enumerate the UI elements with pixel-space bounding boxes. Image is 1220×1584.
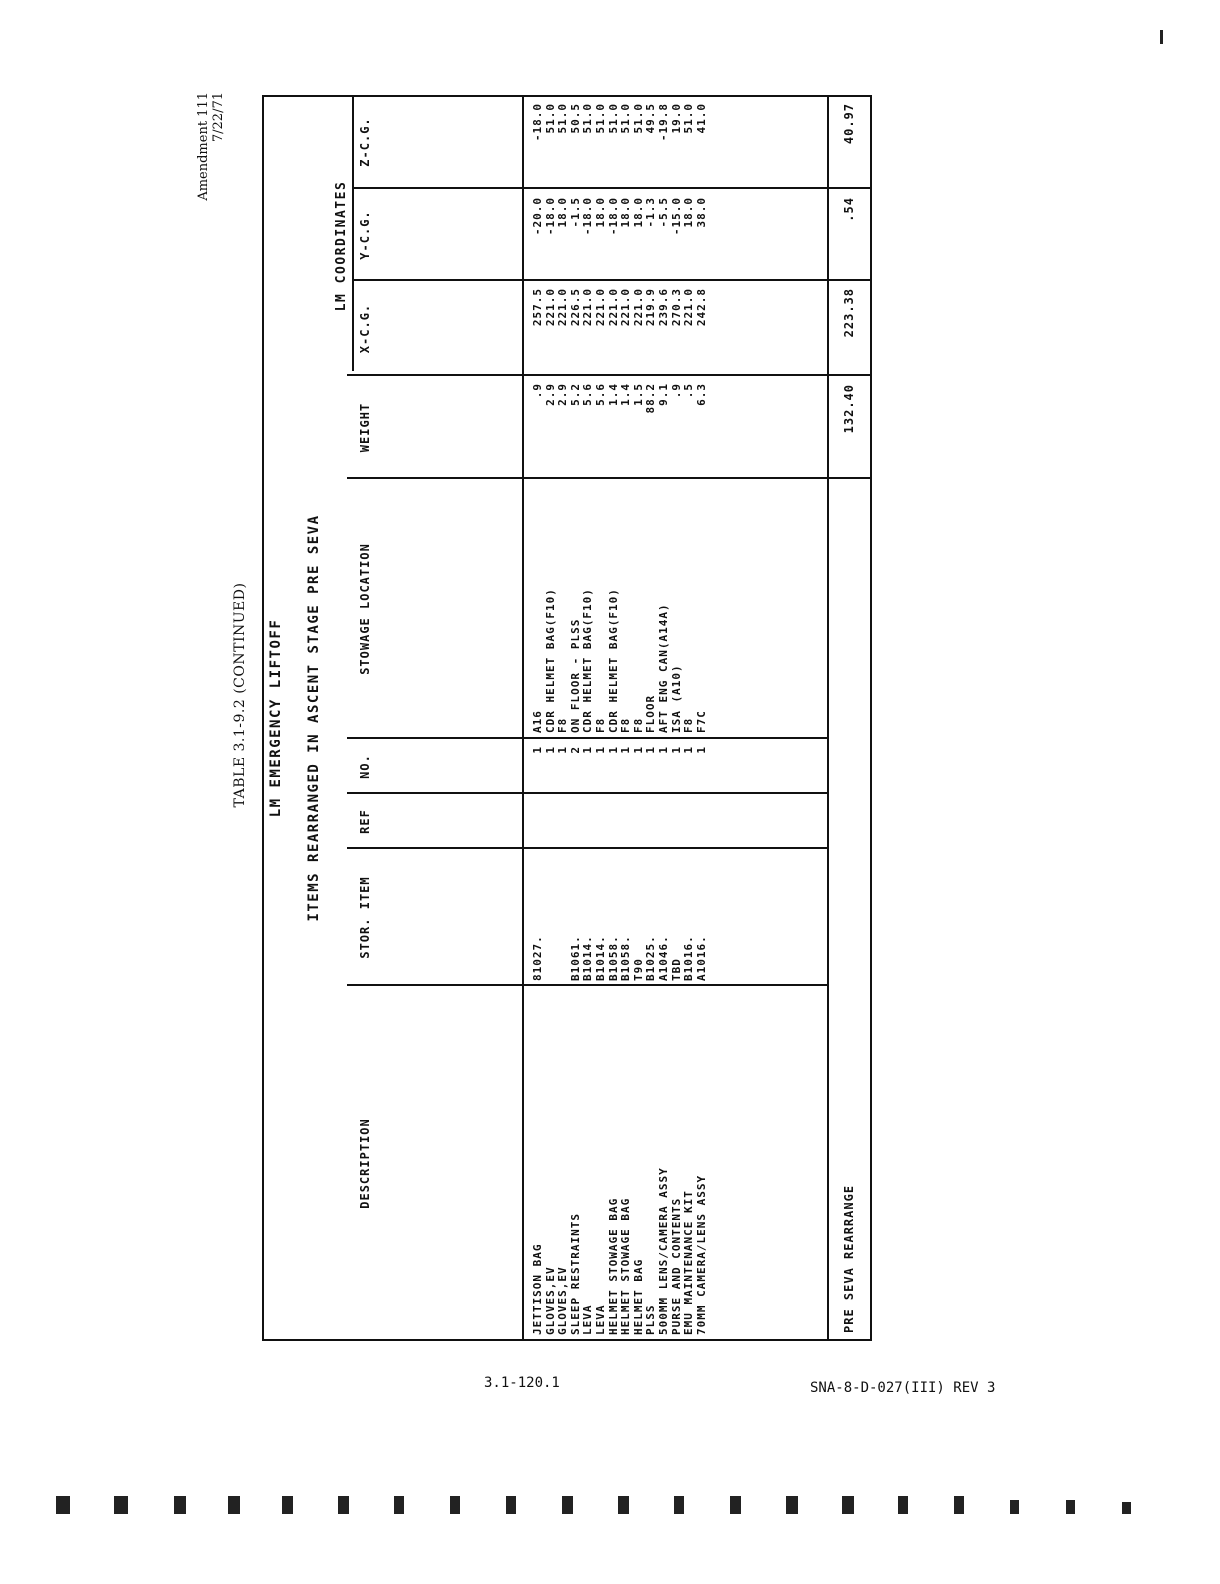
coord-underline xyxy=(352,95,354,371)
col-divider-5 xyxy=(347,477,872,479)
cell-stor-item: T90 xyxy=(631,958,645,981)
cell-description: 500MM LENS/CAMERA ASSY xyxy=(657,1167,670,1335)
edge-mark xyxy=(174,1496,186,1514)
cell-no: 1 xyxy=(619,746,633,754)
rotated-table xyxy=(262,95,872,1341)
cell-z: 51.0 xyxy=(606,103,620,134)
cell-y: -1.3 xyxy=(644,197,658,228)
cell-z: 51.0 xyxy=(556,103,570,134)
col-header-stor-item: STOR. ITEM xyxy=(358,876,372,959)
cell-location: ON FLOOR - PLSS xyxy=(568,618,582,733)
cell-x: 270.3 xyxy=(669,288,683,327)
edge-mark xyxy=(282,1496,293,1514)
cell-x: 221.0 xyxy=(631,288,645,327)
cell-description: HELMET STOWAGE BAG xyxy=(619,1197,633,1335)
cell-y: 38.0 xyxy=(694,197,708,228)
table-container xyxy=(262,95,872,1341)
cell-z: 51.0 xyxy=(619,103,633,134)
cell-location: A16 xyxy=(531,710,544,733)
col-header-description: DESCRIPTION xyxy=(358,1118,372,1209)
cell-stor-item: A1046. xyxy=(657,935,670,981)
cell-weight: 2.9 xyxy=(543,383,557,406)
cell-y: -5.5 xyxy=(657,197,670,228)
cell-y: -1.5 xyxy=(568,197,582,228)
cell-weight: 5.2 xyxy=(568,383,582,406)
cell-x: 221.0 xyxy=(682,288,696,327)
edge-mark xyxy=(954,1496,964,1514)
cell-description: 70MM CAMERA/LENS ASSY xyxy=(694,1174,708,1335)
col-header-ref: REF xyxy=(358,809,372,834)
cell-location: F8 xyxy=(619,717,633,733)
amendment-date: 7/22/71 xyxy=(211,92,226,143)
cell-z: 51.0 xyxy=(581,103,595,134)
cell-y: 18.0 xyxy=(619,197,633,228)
cell-location: F7C xyxy=(694,710,708,733)
cell-x: 221.0 xyxy=(594,288,607,327)
cell-no: 1 xyxy=(543,746,557,754)
cell-description: GLOVES,EV xyxy=(556,1266,570,1335)
cell-description: HELMET BAG xyxy=(631,1258,645,1335)
cell-stor-item: B1014. xyxy=(581,935,595,981)
cell-stor-item: B1058. xyxy=(619,935,633,981)
cell-no: 1 xyxy=(669,746,683,754)
cell-location: CDR HELMET BAG(F10) xyxy=(606,588,620,733)
cell-no: 2 xyxy=(568,746,582,754)
cell-x: 221.0 xyxy=(543,288,557,327)
cell-description: EMU MAINTENANCE KIT xyxy=(682,1190,696,1335)
cell-description: LEVA xyxy=(594,1304,607,1335)
cell-x: 221.0 xyxy=(606,288,620,327)
cell-z: -18.0 xyxy=(531,103,544,142)
table-label xyxy=(225,560,255,830)
col-divider-6 xyxy=(347,374,872,376)
cell-weight: 1.5 xyxy=(631,383,645,406)
cell-y: -18.0 xyxy=(581,197,595,236)
cell-x: 242.8 xyxy=(694,288,708,327)
cell-stor-item: B1061. xyxy=(568,935,582,981)
edge-mark xyxy=(506,1496,516,1514)
cell-z: -19.8 xyxy=(657,103,670,142)
cell-y: 18.0 xyxy=(682,197,696,228)
edge-mark xyxy=(842,1496,854,1514)
col-header-no: NO. xyxy=(358,754,372,779)
cell-z: 51.0 xyxy=(543,103,557,134)
total-weight: 132.40 xyxy=(842,384,856,434)
col-divider-2 xyxy=(347,847,827,849)
total-y: .54 xyxy=(842,197,856,222)
edge-mark xyxy=(450,1496,460,1514)
cell-y: -20.0 xyxy=(531,197,544,236)
total-z: 40.97 xyxy=(842,103,856,145)
binder-edge-marks xyxy=(56,1490,1156,1520)
edge-mark xyxy=(114,1496,128,1514)
cell-no: 1 xyxy=(644,746,658,754)
cell-weight: .5 xyxy=(682,383,696,399)
edge-mark xyxy=(786,1496,798,1514)
cell-location: CDR HELMET BAG(F10) xyxy=(581,588,595,733)
cell-z: 51.0 xyxy=(594,103,607,134)
cell-stor-item: B1016. xyxy=(682,935,696,981)
cell-description: GLOVES,EV xyxy=(543,1266,557,1335)
cell-no: 1 xyxy=(606,746,620,754)
edge-mark xyxy=(1010,1500,1019,1514)
cell-x: 221.0 xyxy=(619,288,633,327)
col-header-weight: WEIGHT xyxy=(358,402,372,453)
cell-no: 1 xyxy=(682,746,696,754)
cell-location: AFT ENG CAN(A14A) xyxy=(657,603,670,733)
edge-mark xyxy=(394,1496,404,1514)
cell-z: 51.0 xyxy=(631,103,645,134)
edge-mark xyxy=(898,1496,908,1514)
edge-mark xyxy=(1066,1500,1075,1514)
table-title: LM EMERGENCY LIFTOFF xyxy=(268,618,284,818)
cell-weight: 9.1 xyxy=(657,383,670,406)
cell-z: 19.0 xyxy=(669,103,683,134)
cell-y: 18.0 xyxy=(631,197,645,228)
total-x: 223.38 xyxy=(842,288,856,338)
cell-weight: 1.4 xyxy=(619,383,633,406)
cell-weight: 88.2 xyxy=(644,383,658,414)
cell-y: -18.0 xyxy=(543,197,557,236)
cell-no: 1 xyxy=(657,746,670,754)
col-divider-1 xyxy=(347,984,827,986)
amendment-number: Amendment 111 xyxy=(196,92,211,201)
cell-location: F8 xyxy=(631,717,645,733)
header-bottom-line xyxy=(522,95,524,1341)
col-header-z: Z-C.G. xyxy=(358,117,372,167)
coordinates-header: LM COORDINATES xyxy=(334,180,349,312)
cell-z: 41.0 xyxy=(694,103,708,134)
cell-x: 221.0 xyxy=(581,288,595,327)
cell-z: 50.5 xyxy=(568,103,582,134)
cell-description: PLSS xyxy=(644,1304,658,1335)
cell-description: LEVA xyxy=(581,1304,595,1335)
table-label-text: TABLE 3.1-9.2 (CONTINUED) xyxy=(232,582,248,808)
edge-mark xyxy=(1122,1502,1131,1514)
cell-weight: .9 xyxy=(531,383,544,399)
cell-y: 18.0 xyxy=(556,197,570,228)
cell-weight: .9 xyxy=(669,383,683,399)
cell-description: SLEEP RESTRAINTS xyxy=(568,1213,582,1335)
cell-z: 49.5 xyxy=(644,103,658,134)
cell-description: HELMET STOWAGE BAG xyxy=(606,1197,620,1335)
col-header-y: Y-C.G. xyxy=(358,210,372,260)
cell-stor-item: TBD xyxy=(669,958,683,981)
cell-stor-item: A1016. xyxy=(694,935,708,981)
cell-location: F8 xyxy=(594,717,607,733)
col-divider-7 xyxy=(352,279,872,281)
cell-stor-item: B1058. xyxy=(606,935,620,981)
cell-weight: 1.4 xyxy=(606,383,620,406)
cell-y: -18.0 xyxy=(606,197,620,236)
cell-location: ISA (A10) xyxy=(669,664,683,733)
cell-stor-item: B1025. xyxy=(644,935,658,981)
cell-x: 226.5 xyxy=(568,288,582,327)
page-number: 3.1-120.1 xyxy=(484,1375,560,1391)
edge-mark xyxy=(618,1496,629,1514)
col-divider-8 xyxy=(352,187,872,189)
cell-x: 257.5 xyxy=(531,288,544,327)
cell-location: CDR HELMET BAG(F10) xyxy=(543,588,557,733)
cell-stor-item: 81027. xyxy=(531,935,544,981)
total-label: PRE SEVA REARRANGE xyxy=(842,1184,856,1333)
col-divider-4 xyxy=(347,737,827,739)
cell-weight: 6.3 xyxy=(694,383,708,406)
total-top-line xyxy=(827,95,829,1341)
cell-weight: 5.6 xyxy=(581,383,595,406)
cell-stor-item: B1014. xyxy=(594,935,607,981)
cell-x: 219.9 xyxy=(644,288,658,327)
edge-mark xyxy=(338,1496,349,1514)
scan-mark xyxy=(1160,30,1163,44)
col-divider-3 xyxy=(347,792,827,794)
cell-description: JETTISON BAG xyxy=(531,1243,544,1335)
amendment-note xyxy=(196,92,266,222)
table-subtitle: ITEMS REARRANGED IN ASCENT STAGE PRE SEVA xyxy=(306,514,322,922)
cell-location: F8 xyxy=(556,717,570,733)
cell-weight: 2.9 xyxy=(556,383,570,406)
cell-no: 1 xyxy=(556,746,570,754)
cell-z: 51.0 xyxy=(682,103,696,134)
cell-location: F8 xyxy=(682,717,696,733)
cell-no: 1 xyxy=(531,746,544,754)
edge-mark xyxy=(674,1496,684,1514)
cell-weight: 5.6 xyxy=(594,383,607,406)
edge-mark xyxy=(730,1496,741,1514)
cell-description: PURSE AND CONTENTS xyxy=(669,1197,683,1335)
cell-no: 1 xyxy=(631,746,645,754)
col-header-location: STOWAGE LOCATION xyxy=(358,543,372,675)
edge-mark xyxy=(56,1496,70,1514)
cell-y: 18.0 xyxy=(594,197,607,228)
cell-no: 1 xyxy=(581,746,595,754)
cell-x: 239.6 xyxy=(657,288,670,327)
edge-mark xyxy=(562,1496,573,1514)
cell-no: 1 xyxy=(694,746,708,754)
cell-x: 221.0 xyxy=(556,288,570,327)
col-header-x: X-C.G. xyxy=(358,303,372,354)
document-id: SNA-8-D-027(III) REV 3 xyxy=(810,1380,996,1396)
cell-no: 1 xyxy=(594,746,607,754)
cell-y: -15.0 xyxy=(669,197,683,236)
edge-mark xyxy=(228,1496,240,1514)
cell-location: FLOOR xyxy=(644,694,658,733)
